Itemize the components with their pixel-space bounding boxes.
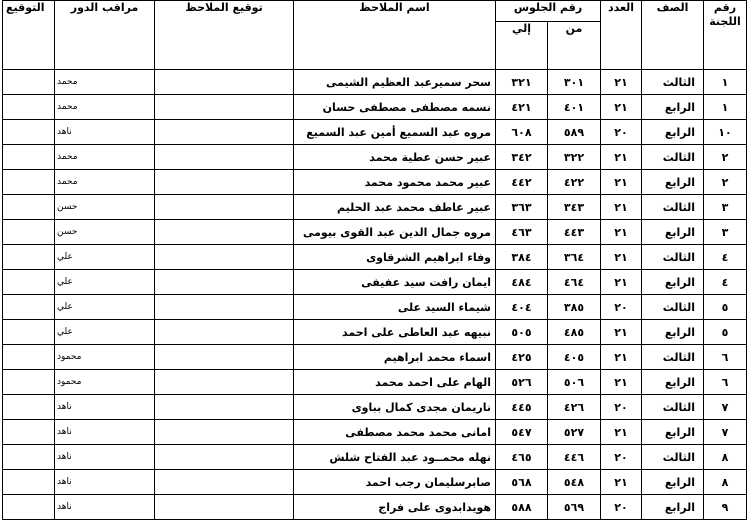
committee-number-cell: ٦	[704, 370, 747, 395]
seat-to-cell: ٦٠٨	[496, 120, 548, 145]
observer-signature-cell[interactable]	[155, 270, 294, 295]
class-cell: الرابع	[642, 370, 704, 395]
seat-from-cell: ٤٠١	[548, 95, 601, 120]
observer-name-cell: سحر سميرعبد العظيم الشيمى	[294, 70, 496, 95]
seat-to-cell: ٥٠٥	[496, 320, 548, 345]
count-cell: ٢١	[601, 370, 642, 395]
committee-number-cell: ٥	[704, 295, 747, 320]
seat-to-cell: ٣٦٣	[496, 195, 548, 220]
count-cell: ٢١	[601, 220, 642, 245]
seat-to-cell: ٤٤٢	[496, 170, 548, 195]
committee-number-cell: ٣	[704, 195, 747, 220]
table-row	[3, 370, 747, 395]
table-row	[3, 495, 747, 520]
floor-observer-cell: علي	[55, 320, 155, 345]
class-cell: الرابع	[642, 120, 704, 145]
seat-to-cell: ٣٢١	[496, 70, 548, 95]
observer-signature-cell[interactable]	[155, 245, 294, 270]
observer-signature-cell[interactable]	[155, 70, 294, 95]
count-cell: ٢١	[601, 195, 642, 220]
committee-number-cell: ١	[704, 70, 747, 95]
seat-from-cell: ٤٦٤	[548, 270, 601, 295]
floor-observer-cell: ناهد	[55, 120, 155, 145]
table-row	[3, 470, 747, 495]
floor-observer-cell: محمد	[55, 170, 155, 195]
signature-cell[interactable]	[3, 245, 55, 270]
header-observer-name: اسم الملاحظ	[294, 1, 496, 70]
signature-cell[interactable]	[3, 420, 55, 445]
seat-to-cell: ٤٦٣	[496, 220, 548, 245]
seat-to-cell: ٤٦٥	[496, 445, 548, 470]
committee-number-cell: ٧	[704, 395, 747, 420]
observer-name-cell: اسماء محمد ابراهيم	[294, 345, 496, 370]
signature-cell[interactable]	[3, 95, 55, 120]
observer-name-cell: صابرسليمان رجب احمد	[294, 470, 496, 495]
table-row	[3, 270, 747, 295]
seat-from-cell: ٥٦٩	[548, 495, 601, 520]
observer-name-cell: عبير عاطف محمد عبد الحليم	[294, 195, 496, 220]
committee-table	[2, 0, 747, 520]
table-row	[3, 445, 747, 470]
class-cell: الرابع	[642, 320, 704, 345]
class-cell: الثالث	[642, 195, 704, 220]
class-cell: الرابع	[642, 220, 704, 245]
signature-cell[interactable]	[3, 320, 55, 345]
observer-name-cell: نهله محمــود عبد الفتاح شلش	[294, 445, 496, 470]
floor-observer-cell: ناهد	[55, 445, 155, 470]
signature-cell[interactable]	[3, 345, 55, 370]
floor-observer-cell: ناهد	[55, 495, 155, 520]
observer-signature-cell[interactable]	[155, 95, 294, 120]
table-row	[3, 395, 747, 420]
signature-cell[interactable]	[3, 395, 55, 420]
observer-signature-cell[interactable]	[155, 295, 294, 320]
seat-to-cell: ٤٢٥	[496, 345, 548, 370]
signature-cell[interactable]	[3, 70, 55, 95]
count-cell: ٢١	[601, 320, 642, 345]
observer-name-cell: نسمه مصطفى مصطفى حسان	[294, 95, 496, 120]
count-cell: ٢١	[601, 70, 642, 95]
class-cell: الثالث	[642, 445, 704, 470]
header-observer-signature: توقيع الملاحظ	[155, 1, 294, 70]
class-cell: الرابع	[642, 470, 704, 495]
seat-to-cell: ٥٢٦	[496, 370, 548, 395]
seat-to-cell: ٥٤٧	[496, 420, 548, 445]
observer-name-cell: وفاء ابراهيم الشرقاوى	[294, 245, 496, 270]
seat-from-cell: ٤٤٦	[548, 445, 601, 470]
table-row	[3, 420, 747, 445]
class-cell: الثالث	[642, 395, 704, 420]
committee-number-cell: ٣	[704, 220, 747, 245]
observer-signature-cell[interactable]	[155, 170, 294, 195]
header-class: الصف	[642, 1, 704, 70]
observer-signature-cell[interactable]	[155, 195, 294, 220]
class-cell: الرابع	[642, 270, 704, 295]
observer-signature-cell[interactable]	[155, 345, 294, 370]
seat-to-cell: ٤٢١	[496, 95, 548, 120]
observer-signature-cell[interactable]	[155, 495, 294, 520]
committee-number-cell: ٤	[704, 245, 747, 270]
count-cell: ٢١	[601, 170, 642, 195]
observer-signature-cell[interactable]	[155, 145, 294, 170]
seat-from-cell: ٤٢٢	[548, 170, 601, 195]
seat-from-cell: ٣٢٢	[548, 145, 601, 170]
committee-number-cell: ١٠	[704, 120, 747, 145]
observer-name-cell: الهام على احمد محمد	[294, 370, 496, 395]
floor-observer-cell: ناهد	[55, 395, 155, 420]
count-cell: ٢١	[601, 470, 642, 495]
seat-from-cell: ٤٢٦	[548, 395, 601, 420]
floor-observer-cell: محمد	[55, 70, 155, 95]
header-floor-observer: مراقب الدور	[55, 1, 155, 70]
observer-name-cell: شيماء السيد على	[294, 295, 496, 320]
header-count: العدد	[601, 1, 642, 70]
seat-from-cell: ٤٠٥	[548, 345, 601, 370]
seat-to-cell: ٤٠٤	[496, 295, 548, 320]
count-cell: ٢١	[601, 420, 642, 445]
header-seat-number: رقم الجلوس	[496, 1, 601, 22]
observer-name-cell: مروه عبد السميع أمين عبد السميع	[294, 120, 496, 145]
signature-cell[interactable]	[3, 470, 55, 495]
count-cell: ٢٠	[601, 445, 642, 470]
class-cell: الرابع	[642, 95, 704, 120]
seat-from-cell: ٥٤٨	[548, 470, 601, 495]
table-row	[3, 220, 747, 245]
observer-signature-cell[interactable]	[155, 445, 294, 470]
table-row	[3, 345, 747, 370]
header-signature: التوقيع	[3, 1, 55, 70]
floor-observer-cell: علي	[55, 295, 155, 320]
floor-observer-cell: محمود	[55, 370, 155, 395]
header-committee-number: رقم اللجنة	[704, 1, 747, 70]
table-row	[3, 95, 747, 120]
committee-number-cell: ١	[704, 95, 747, 120]
seat-from-cell: ٤٤٣	[548, 220, 601, 245]
signature-cell[interactable]	[3, 120, 55, 145]
seat-from-cell: ٤٨٥	[548, 320, 601, 345]
committee-number-cell: ٢	[704, 145, 747, 170]
signature-cell[interactable]	[3, 170, 55, 195]
seat-to-cell: ٥٦٨	[496, 470, 548, 495]
committee-number-cell: ٩	[704, 495, 747, 520]
count-cell: ٢١	[601, 270, 642, 295]
seat-from-cell: ٥٢٧	[548, 420, 601, 445]
seat-from-cell: ٣٤٣	[548, 195, 601, 220]
count-cell: ٢٠	[601, 395, 642, 420]
table-row	[3, 120, 747, 145]
floor-observer-cell: حسن	[55, 195, 155, 220]
table-row	[3, 295, 747, 320]
class-cell: الثالث	[642, 345, 704, 370]
seat-to-cell: ٥٨٨	[496, 495, 548, 520]
table-row	[3, 170, 747, 195]
header-seat-to: إلي	[496, 22, 548, 70]
floor-observer-cell: محمد	[55, 145, 155, 170]
seat-from-cell: ٣٨٥	[548, 295, 601, 320]
seat-from-cell: ٥٨٩	[548, 120, 601, 145]
observer-name-cell: هويدابدوى على فراج	[294, 495, 496, 520]
count-cell: ٢١	[601, 245, 642, 270]
observer-name-cell: نبيهه عبد العاطى على احمد	[294, 320, 496, 345]
floor-observer-cell: محمود	[55, 345, 155, 370]
observer-name-cell: عبير حسن عطية محمد	[294, 145, 496, 170]
observer-signature-cell[interactable]	[155, 395, 294, 420]
floor-observer-cell: حسن	[55, 220, 155, 245]
signature-cell[interactable]	[3, 195, 55, 220]
observer-name-cell: ناريمان مجدى كمال بباوى	[294, 395, 496, 420]
table-row	[3, 245, 747, 270]
signature-cell[interactable]	[3, 495, 55, 520]
committee-number-cell: ٤	[704, 270, 747, 295]
count-cell: ٢٠	[601, 295, 642, 320]
observer-signature-cell[interactable]	[155, 420, 294, 445]
floor-observer-cell: علي	[55, 270, 155, 295]
committee-number-cell: ٥	[704, 320, 747, 345]
observer-signature-cell[interactable]	[155, 320, 294, 345]
committee-number-cell: ٨	[704, 445, 747, 470]
seat-to-cell: ٣٨٤	[496, 245, 548, 270]
observer-name-cell: عبير محمد محمود محمد	[294, 170, 496, 195]
observer-signature-cell[interactable]	[155, 220, 294, 245]
seat-from-cell: ٥٠٦	[548, 370, 601, 395]
floor-observer-cell: ناهد	[55, 470, 155, 495]
observer-signature-cell[interactable]	[155, 120, 294, 145]
class-cell: الرابع	[642, 495, 704, 520]
seat-to-cell: ٤٨٤	[496, 270, 548, 295]
table-row	[3, 195, 747, 220]
signature-cell[interactable]	[3, 445, 55, 470]
header-seat-from: من	[548, 22, 601, 70]
committee-number-cell: ٨	[704, 470, 747, 495]
committee-number-cell: ٦	[704, 345, 747, 370]
floor-observer-cell: علي	[55, 245, 155, 270]
count-cell: ٢٠	[601, 120, 642, 145]
floor-observer-cell: ناهد	[55, 420, 155, 445]
observer-signature-cell[interactable]	[155, 470, 294, 495]
class-cell: الثالث	[642, 295, 704, 320]
seat-to-cell: ٤٤٥	[496, 395, 548, 420]
table-row	[3, 145, 747, 170]
seat-from-cell: ٣٠١	[548, 70, 601, 95]
table-row	[3, 320, 747, 345]
signature-cell[interactable]	[3, 295, 55, 320]
observer-name-cell: مروه جمال الدين عبد القوى بيومى	[294, 220, 496, 245]
class-cell: الثالث	[642, 145, 704, 170]
count-cell: ٢١	[601, 145, 642, 170]
class-cell: الثالث	[642, 245, 704, 270]
observer-signature-cell[interactable]	[155, 370, 294, 395]
class-cell: الرابع	[642, 170, 704, 195]
class-cell: الرابع	[642, 420, 704, 445]
count-cell: ٢١	[601, 95, 642, 120]
class-cell: الثالث	[642, 70, 704, 95]
observer-name-cell: امانى محمد محمد مصطفى	[294, 420, 496, 445]
table-row	[3, 70, 747, 95]
table-body	[3, 70, 747, 520]
signature-cell[interactable]	[3, 270, 55, 295]
seat-to-cell: ٣٤٢	[496, 145, 548, 170]
count-cell: ٢٠	[601, 495, 642, 520]
floor-observer-cell: محمد	[55, 95, 155, 120]
committee-number-cell: ٧	[704, 420, 747, 445]
observer-name-cell: ايمان رافت سيد عفيفى	[294, 270, 496, 295]
signature-cell[interactable]	[3, 220, 55, 245]
seat-from-cell: ٣٦٤	[548, 245, 601, 270]
committee-number-cell: ٢	[704, 170, 747, 195]
count-cell: ٢١	[601, 345, 642, 370]
signature-cell[interactable]	[3, 370, 55, 395]
signature-cell[interactable]	[3, 145, 55, 170]
